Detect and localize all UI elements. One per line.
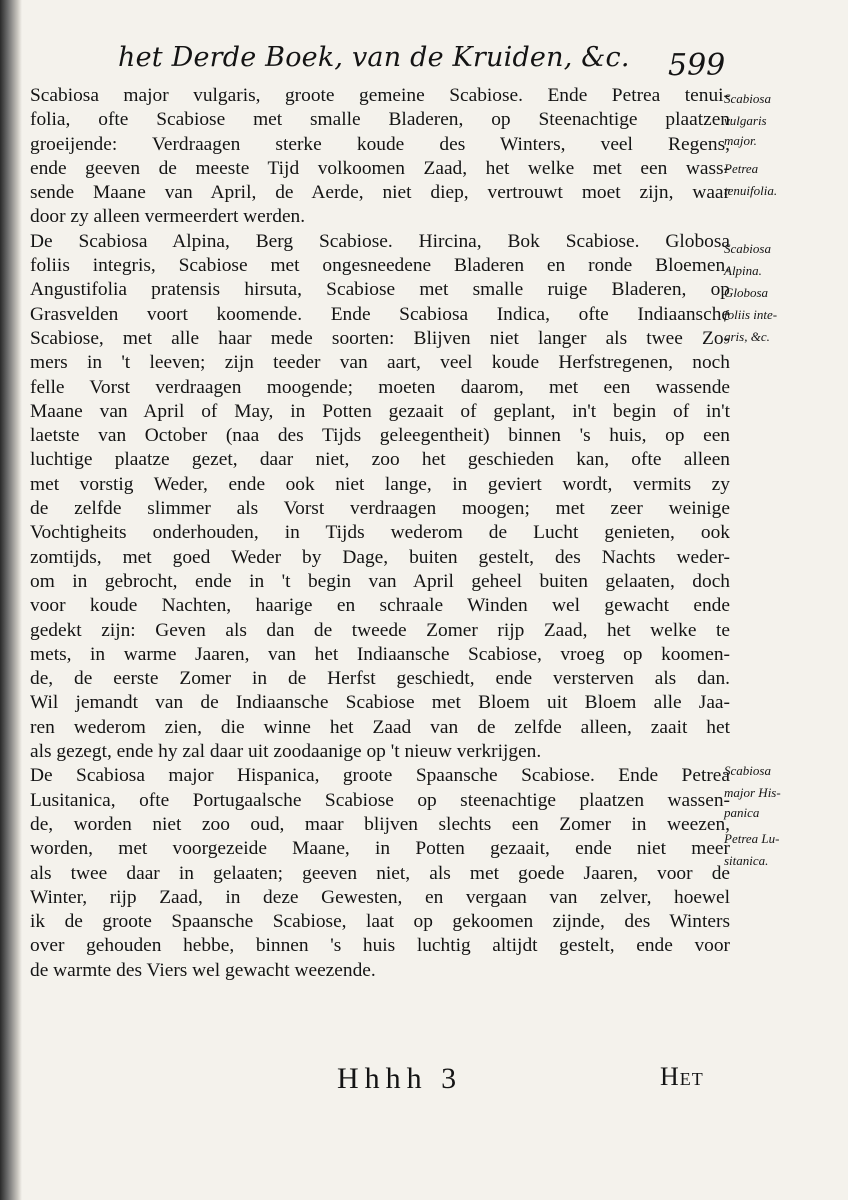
margin-note: foliis inte- [724,307,778,322]
margin-note: Scabiosa [724,241,771,256]
text-line: gedekt zijn: Geven als dan de tweede Zomer rijp Zaad, het welke te [30,619,730,641]
margin-note: Petrea [724,161,759,176]
text-line: om in gebrocht, ende in 't begin van April geheel buiten gelaaten, doch [30,570,730,592]
text-line: voor koude Nachten, haarige en schraale Winden wel gewacht ende [30,595,730,617]
text-line: groeijende: Verdraagen sterke koude des Winters, veel Regens, [30,133,730,155]
text-line: met vorstig Weder, ende ook niet lange, in geviert wordt, vermits zy [30,473,730,495]
text-line: folia, ofte Scabiose met smalle Bladeren, op Steenachtige plaatzen [30,109,730,131]
margin-note: Alpina. [724,263,762,278]
margin-note: panica [724,805,760,820]
signature-mark: Hhhh 3 [337,1062,463,1095]
text-line: De Scabiosa major Hispanica, groote Spaansche Scabiose. Ende Petrea [30,765,730,787]
margin-note: Scabiosa [724,763,771,778]
text-line: Grasvelden voort koomende. Ende Scabiosa Indica, ofte Indiaansche [30,303,730,325]
text-line: de, worden niet zoo oud, maar blijven slechts een Zomer in weezen, [30,813,730,835]
text-line: mets, in warme Jaaren, van het Indiaansche Scabiose, vroeg op koomen- [30,643,730,665]
margin-note: gris, &c. [724,329,770,344]
text-line: sende Maane van April, de Aerde, niet diep, vertrouwt moet zijn, waar [30,182,730,204]
text-line: luchtige plaatze gezet, daar niet, zoo het geschieden kan, ofte alleen [30,449,730,471]
margin-note: Globosa [724,285,769,300]
margin-note: tenuifolia. [724,183,778,198]
binding-shadow [0,0,22,1200]
margin-note: Scabiosa [724,91,771,106]
text-line: ik de groote Spaansche Scabiose, laat op gekoomen zijnde, des Winters [30,911,730,933]
text-line: over gehouden hebbe, binnen 's huis luchtig altijdt gestelt, ende voor [30,935,730,957]
text-line: ren wederom zien, die winne het Zaad van de zelfde alleen, zaait het [30,716,730,738]
text-line: Scabiosa major vulgaris, groote gemeine Scabiose. Ende Petrea tenui- [30,85,730,106]
text-line: Lusitanica, ofte Portugaalsche Scabiose op steenachtige plaatzen wassen- [30,789,730,811]
text-line: worden, met voorgezeide Maane, in Potten gezaait, ende niet meer [30,838,730,860]
text-line: Vochtigheits onderhouden, in Tijds wederom de Lucht genieten, ook [30,522,730,544]
text-line: ende geeven de meeste Tijd volkoomen Zaad, het welke met een wass- [30,157,730,179]
margin-note: vulgaris [724,113,767,128]
body-text [30,84,730,983]
text-line: als gezegt, ende hy zal daar uit zoodaanige op 't nieuw verkrijgen. [30,741,542,763]
text-line: Wil jemandt van de Indiaansche Scabiose met Bloem uit Bloem alle Jaa- [30,692,730,714]
margin-note: major His- [724,785,781,800]
text-line: de zelfde slimmer als Vorst verdraagen moogen; met zeer weinige [30,498,730,520]
margin-note: major. [724,133,757,148]
text-line: de, de eerste Zomer in de Herfst geschiedt, ende versterven als dan. [30,668,730,690]
running-header: het Derde Boek, van de Kruiden, &c. [118,42,630,73]
catchword: Het [660,1062,704,1091]
text-line: foliis integris, Scabiose met ongesneedene Bladeren en ronde Bloemen. [30,255,730,277]
text-line: felle Vorst verdraagen moogende; moeten daarom, met een wassende [30,376,730,398]
text-line: Scabiose, met alle haar mede soorten: Blijven niet langer als twee Zo- [30,327,730,349]
text-line: als twee daar in gelaaten; geeven niet, als met goede Jaaren, voor de [30,862,730,884]
margin-note: sitanica. [724,853,769,868]
text-line: Maane van April of May, in Potten gezaait of geplant, in't begin of in't [30,400,730,422]
text-line: mers in 't leeven; zijn teeder van aart, veel koude Herfstregenen, noch [30,352,730,374]
text-line: zomtijds, met goed Weder by Dage, buiten gestelt, des Nachts weder- [30,546,730,568]
text-line: Winter, rijp Zaad, in deze Gewesten, en vergaan van zelver, hoewel [30,886,730,908]
text-line: de warmte des Viers wel gewacht weezende. [30,959,376,981]
page-number: 599 [668,48,726,83]
text-line: laetste van October (naa des Tijds geleegentheit) binnen 's huis, op een [30,425,730,447]
text-line: Angustifolia pratensis hirsuta, Scabiose met smalle ruige Bladeren, op [30,279,730,301]
text-line: door zy alleen vermeerdert werden. [30,206,306,228]
margin-note: Petrea Lu- [724,831,780,846]
text-line: De Scabiosa Alpina, Berg Scabiose. Hircina, Bok Scabiose. Globosa [30,230,730,252]
